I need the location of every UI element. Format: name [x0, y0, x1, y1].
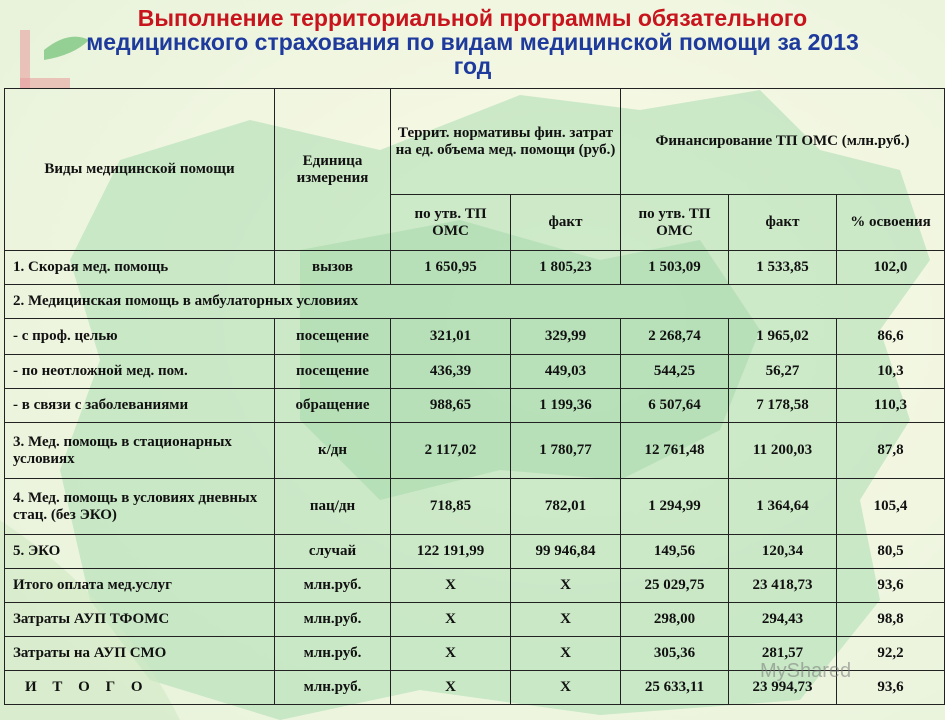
- table-row: [5, 603, 945, 637]
- norm-fact-cell: Х: [511, 637, 621, 671]
- fin-fact-cell: 56,27: [729, 355, 837, 389]
- unit-cell: млн.руб.: [275, 569, 391, 603]
- row-label: 1. Скорая мед. помощь: [5, 251, 275, 285]
- header-norms: Террит. нормативы фин. затрат на ед. объема мед. помощи (руб.): [391, 89, 621, 195]
- fin-plan-cell: 298,00: [621, 603, 729, 637]
- section-label: 2. Медицинская помощь в амбулаторных условиях: [5, 285, 945, 319]
- fin-plan-cell: 1 503,09: [621, 251, 729, 285]
- percent-cell: 93,6: [837, 569, 945, 603]
- table-row: [5, 569, 945, 603]
- norm-fact-cell: 449,03: [511, 355, 621, 389]
- fin-plan-cell: 25 633,11: [621, 671, 729, 705]
- norm-plan-cell: 122 191,99: [391, 535, 511, 569]
- fin-plan-cell: 25 029,75: [621, 569, 729, 603]
- title-line-1: Выполнение территориальной программы обязательного: [137, 5, 808, 31]
- fin-fact-cell: 120,34: [729, 535, 837, 569]
- header-fin-fact: факт: [729, 195, 837, 251]
- table-row: [5, 479, 945, 535]
- unit-cell: посещение: [275, 319, 391, 355]
- unit-cell: вызов: [275, 251, 391, 285]
- norm-plan-cell: Х: [391, 603, 511, 637]
- row-label: - в связи с заболеваниями: [5, 389, 275, 423]
- fin-fact-cell: 1 533,85: [729, 251, 837, 285]
- norm-fact-cell: 99 946,84: [511, 535, 621, 569]
- percent-cell: 86,6: [837, 319, 945, 355]
- percent-cell: 102,0: [837, 251, 945, 285]
- fin-fact-cell: 23 418,73: [729, 569, 837, 603]
- norm-plan-cell: 718,85: [391, 479, 511, 535]
- fin-plan-cell: 305,36: [621, 637, 729, 671]
- table-row: [5, 535, 945, 569]
- unit-cell: случай: [275, 535, 391, 569]
- norm-fact-cell: Х: [511, 603, 621, 637]
- percent-cell: 105,4: [837, 479, 945, 535]
- percent-cell: 87,8: [837, 423, 945, 479]
- header-financing: Финансирование ТП ОМС (млн.руб.): [621, 89, 945, 195]
- norm-plan-cell: Х: [391, 569, 511, 603]
- header-percent: % освоения: [837, 195, 945, 251]
- row-label: Итого оплата мед.услуг: [5, 569, 275, 603]
- fin-plan-cell: 149,56: [621, 535, 729, 569]
- percent-cell: 110,3: [837, 389, 945, 423]
- fin-fact-cell: 23 994,73: [729, 671, 837, 705]
- title-line-3: год: [453, 53, 492, 79]
- fin-fact-cell: 7 178,58: [729, 389, 837, 423]
- header-row-1: [5, 89, 945, 195]
- percent-cell: 10,3: [837, 355, 945, 389]
- fin-plan-cell: 6 507,64: [621, 389, 729, 423]
- fin-fact-cell: 11 200,03: [729, 423, 837, 479]
- norm-fact-cell: Х: [511, 569, 621, 603]
- fin-plan-cell: 12 761,48: [621, 423, 729, 479]
- norm-fact-cell: 1 199,36: [511, 389, 621, 423]
- unit-cell: к/дн: [275, 423, 391, 479]
- fin-plan-cell: 544,25: [621, 355, 729, 389]
- norm-plan-cell: 2 117,02: [391, 423, 511, 479]
- header-unit: Единица измерения: [275, 89, 391, 251]
- table-row: [5, 319, 945, 355]
- percent-cell: 80,5: [837, 535, 945, 569]
- table-row: [5, 251, 945, 285]
- norm-fact-cell: 1 805,23: [511, 251, 621, 285]
- norm-plan-cell: 436,39: [391, 355, 511, 389]
- percent-cell: 93,6: [837, 671, 945, 705]
- title-line-2: медицинского страхования по видам медицинской помощи за 2013: [86, 29, 859, 55]
- unit-cell: млн.руб.: [275, 637, 391, 671]
- header-fin-plan: по утв. ТП ОМС: [621, 195, 729, 251]
- norm-plan-cell: 1 650,95: [391, 251, 511, 285]
- section-row: [5, 285, 945, 319]
- unit-cell: посещение: [275, 355, 391, 389]
- fin-fact-cell: 281,57: [729, 637, 837, 671]
- program-table: [4, 88, 945, 705]
- norm-plan-cell: 321,01: [391, 319, 511, 355]
- header-types: Виды медицинской помощи: [5, 89, 275, 251]
- header-norm-plan: по утв. ТП ОМС: [391, 195, 511, 251]
- header-norm-fact: факт: [511, 195, 621, 251]
- row-label: Затраты на АУП СМО: [5, 637, 275, 671]
- norm-fact-cell: 1 780,77: [511, 423, 621, 479]
- percent-cell: 98,8: [837, 603, 945, 637]
- table-row: [5, 355, 945, 389]
- percent-cell: 92,2: [837, 637, 945, 671]
- table-row: [5, 389, 945, 423]
- norm-fact-cell: 329,99: [511, 319, 621, 355]
- fin-fact-cell: 1 965,02: [729, 319, 837, 355]
- row-label: И Т О Г О: [5, 671, 275, 705]
- row-label: 4. Мед. помощь в условиях дневных стац. (без ЭКО): [5, 479, 275, 535]
- fin-fact-cell: 294,43: [729, 603, 837, 637]
- unit-cell: млн.руб.: [275, 603, 391, 637]
- norm-plan-cell: 988,65: [391, 389, 511, 423]
- row-label: - по неотложной мед. пом.: [5, 355, 275, 389]
- norm-plan-cell: Х: [391, 671, 511, 705]
- fin-plan-cell: 1 294,99: [621, 479, 729, 535]
- unit-cell: пац/дн: [275, 479, 391, 535]
- norm-plan-cell: Х: [391, 637, 511, 671]
- norm-fact-cell: 782,01: [511, 479, 621, 535]
- page-title: [0, 6, 945, 78]
- table-row: [5, 423, 945, 479]
- fin-plan-cell: 2 268,74: [621, 319, 729, 355]
- fin-fact-cell: 1 364,64: [729, 479, 837, 535]
- row-label: - с проф. целью: [5, 319, 275, 355]
- unit-cell: обращение: [275, 389, 391, 423]
- row-label: 5. ЭКО: [5, 535, 275, 569]
- norm-fact-cell: Х: [511, 671, 621, 705]
- unit-cell: млн.руб.: [275, 671, 391, 705]
- row-label: 3. Мед. помощь в стационарных условиях: [5, 423, 275, 479]
- row-label: Затраты АУП ТФОМС: [5, 603, 275, 637]
- watermark: MyShared: [760, 660, 852, 682]
